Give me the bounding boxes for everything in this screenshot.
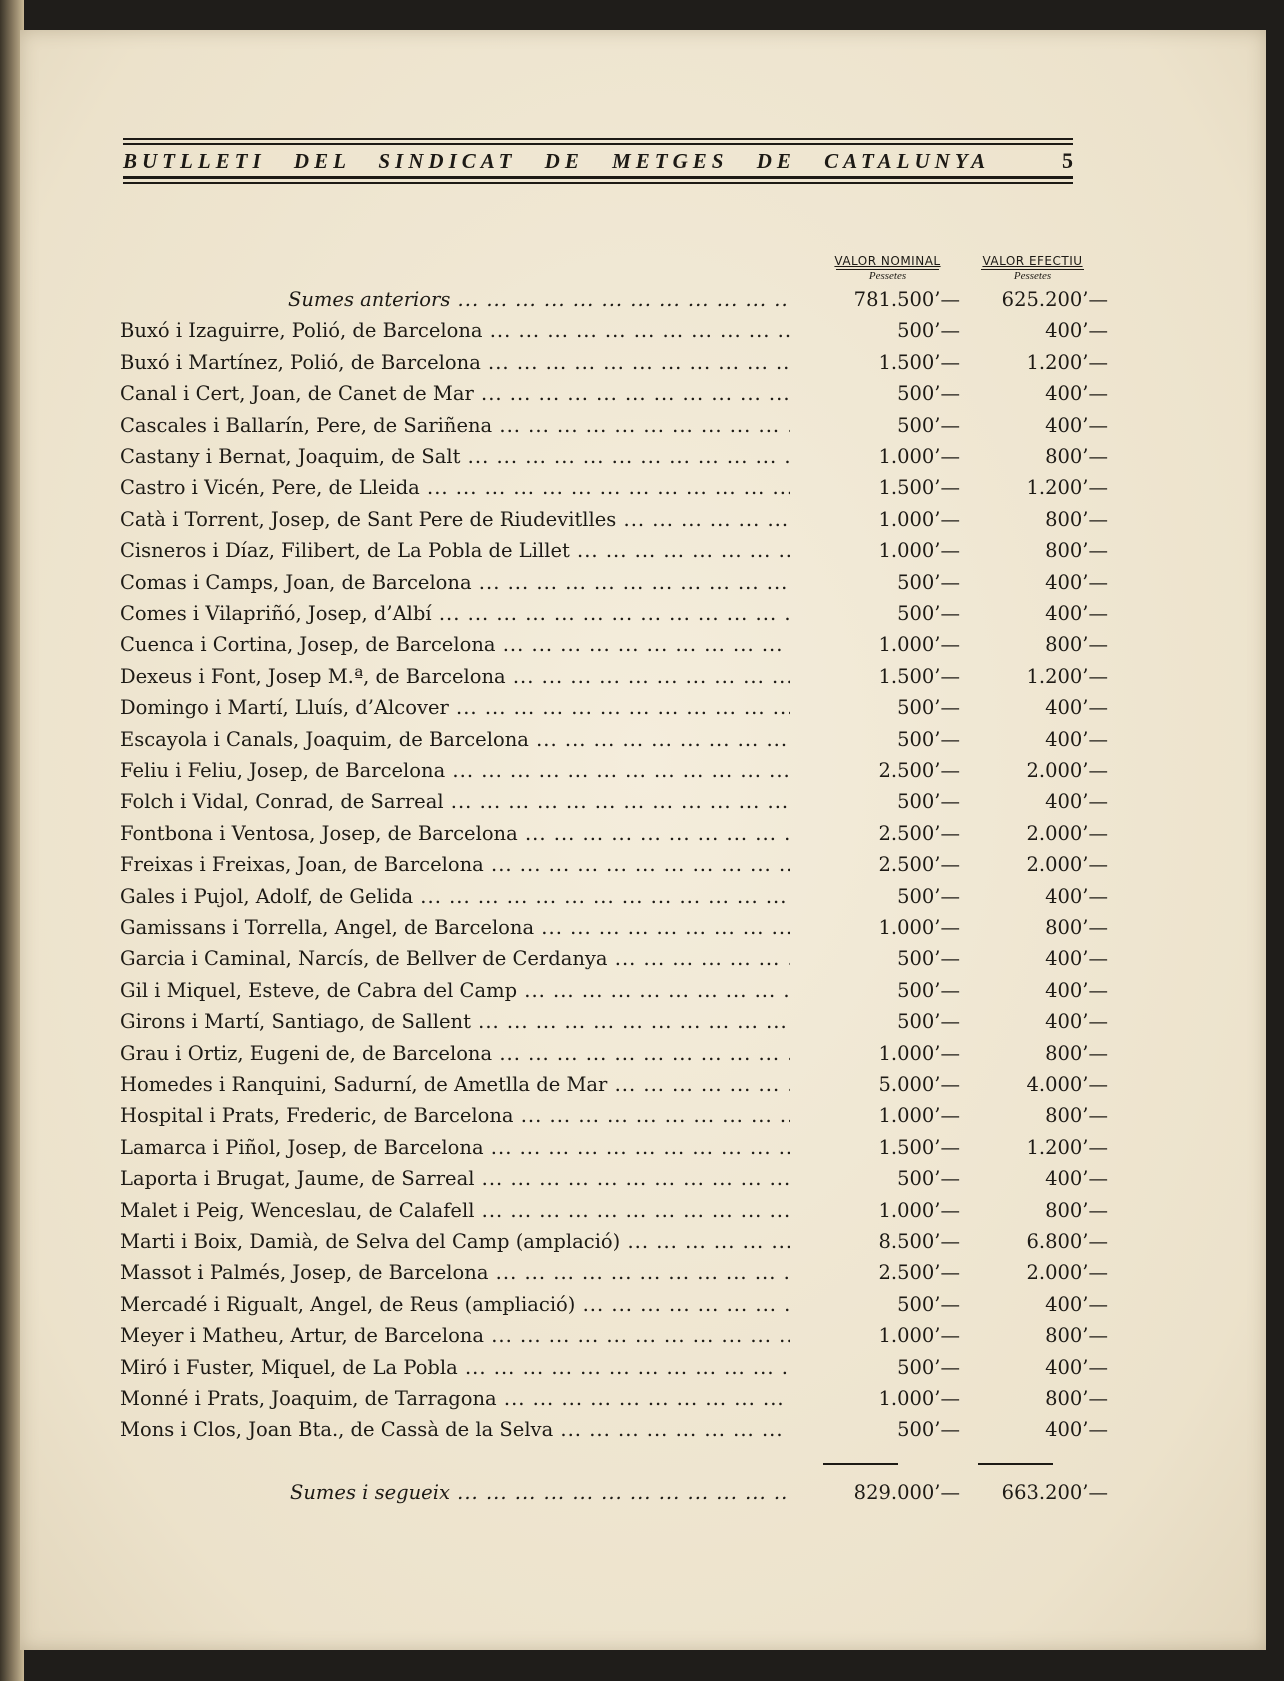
efectiu-value: 400’— <box>1045 1010 1108 1033</box>
table-row <box>120 665 1110 696</box>
subscriber-name: Castany i Bernat, Joaquim, de Salt ... . <box>120 445 790 468</box>
efectiu-value: 2.000’— <box>1026 759 1108 782</box>
table-row <box>120 916 1110 947</box>
nominal-value: 1.000’— <box>878 1104 960 1127</box>
nominal-value: 8.500’— <box>878 1230 960 1253</box>
nominal-value: 2.500’— <box>878 759 960 782</box>
efectiu-value: 400’— <box>1045 885 1108 908</box>
subscriber-name: Gamissans i Torrella, Angel, de Barcelona ... . <box>120 916 790 939</box>
nominal-value: 1.000’— <box>878 1199 960 1222</box>
subscriber-name: Fontbona i Ventosa, Josep, de Barcelona ... . <box>120 822 790 845</box>
efectiu-value: 400’— <box>1045 602 1108 625</box>
subscriber-name: Laporta i Brugat, Jaume, de Sarreal ... . <box>120 1167 790 1190</box>
nominal-value: 500’— <box>897 885 960 908</box>
nominal-value: 1.000’— <box>878 916 960 939</box>
sum-rule-efectiu <box>978 1463 1053 1465</box>
subscriber-name: Folch i Vidal, Conrad, de Sarreal ... . <box>120 790 790 813</box>
table-row <box>120 382 1110 413</box>
nominal-value: 500’— <box>897 1167 960 1190</box>
efectiu-value: 400’— <box>1045 728 1108 751</box>
subscriber-name: Catà i Torrent, Josep, de Sant Pere de Riudevitlles ... . <box>120 508 790 531</box>
efectiu-value: 2.000’— <box>1026 1261 1108 1284</box>
efectiu-value: 400’— <box>1045 979 1108 1002</box>
efectiu-value: 800’— <box>1045 1324 1108 1347</box>
table-row <box>120 1073 1110 1104</box>
table-row <box>120 947 1110 978</box>
subscriber-name: Girons i Martí, Santiago, de Sallent ... . <box>120 1010 790 1033</box>
table-row <box>120 1104 1110 1135</box>
efectiu-value: 400’— <box>1045 319 1108 342</box>
nominal-value: 2.500’— <box>878 1261 960 1284</box>
efectiu-value: 4.000’— <box>1026 1073 1108 1096</box>
table-row <box>120 508 1110 539</box>
efectiu-value: 400’— <box>1045 1356 1108 1379</box>
subscriber-name: Cascales i Ballarín, Pere, de Sariñena ... . <box>120 414 790 437</box>
table-row <box>120 571 1110 602</box>
subscriber-name: Comes i Vilapriñó, Josep, d’Albí ... . <box>120 602 790 625</box>
nominal-value: 500’— <box>897 414 960 437</box>
table-row <box>120 1042 1110 1073</box>
efectiu-value: 800’— <box>1045 1199 1108 1222</box>
table-row <box>120 885 1110 916</box>
efectiu-value: 400’— <box>1045 1293 1108 1316</box>
subscriber-name: Buxó i Izaguirre, Polió, de Barcelona ... . <box>120 319 790 342</box>
subscriber-name: Mons i Clos, Joan Bta., de Cassà de la Selva ... . <box>120 1418 790 1441</box>
nominal-value: 1.000’— <box>878 1324 960 1347</box>
efectiu-value: 400’— <box>1045 790 1108 813</box>
efectiu-value: 800’— <box>1045 508 1108 531</box>
subscriber-name: Monné i Prats, Joaquim, de Tarragona ... . <box>120 1387 790 1410</box>
nominal-value: 1.500’— <box>878 476 960 499</box>
opening-sum-label: Sumes anteriors ... . <box>288 288 790 311</box>
subscriber-name: Gales i Pujol, Adolf, de Gelida ... . <box>120 885 790 908</box>
opening-sum-efectiu: 625.200’— <box>1001 288 1108 311</box>
efectiu-value: 1.200’— <box>1026 351 1108 374</box>
subscriber-name: Feliu i Feliu, Josep, de Barcelona ... . <box>120 759 790 782</box>
table-row <box>120 696 1110 727</box>
header-rule <box>123 176 1073 179</box>
efectiu-value: 800’— <box>1045 1042 1108 1065</box>
header-rule <box>123 138 1073 140</box>
document-page <box>20 30 1266 1650</box>
nominal-value: 1.500’— <box>878 351 960 374</box>
nominal-value: 500’— <box>897 1010 960 1033</box>
nominal-value: 1.000’— <box>878 508 960 531</box>
nominal-value: 500’— <box>897 319 960 342</box>
efectiu-value: 800’— <box>1045 445 1108 468</box>
header-rule <box>123 182 1073 184</box>
efectiu-value: 1.200’— <box>1026 1136 1108 1159</box>
table-row <box>120 445 1110 476</box>
table-row <box>120 602 1110 633</box>
table-row <box>120 633 1110 664</box>
subscriber-name: Cuenca i Cortina, Josep, de Barcelona ... . <box>120 633 790 656</box>
nominal-value: 500’— <box>897 382 960 405</box>
subscriber-name: Castro i Vicén, Pere, de Lleida ... . <box>120 476 790 499</box>
nominal-value: 1.000’— <box>878 1387 960 1410</box>
table-row <box>120 1261 1110 1292</box>
table-row <box>120 1324 1110 1355</box>
subscriber-name: Cisneros i Díaz, Filibert, de La Pobla de Lillet ... . <box>120 539 790 562</box>
nominal-value: 500’— <box>897 571 960 594</box>
table-row <box>120 853 1110 884</box>
nominal-value: 500’— <box>897 947 960 970</box>
subscriber-name: Domingo i Martí, Lluís, d’Alcover ... . <box>120 696 790 719</box>
closing-sum-row <box>120 1481 1110 1512</box>
nominal-value: 2.500’— <box>878 853 960 876</box>
subscriber-name: Gil i Miquel, Esteve, de Cabra del Camp ... . <box>120 979 790 1002</box>
subscriber-name: Homedes i Ranquini, Sadurní, de Ametlla de Mar ... . <box>120 1073 790 1096</box>
table-row <box>120 1387 1110 1418</box>
subscriber-name: Lamarca i Piñol, Josep, de Barcelona ... . <box>120 1136 790 1159</box>
efectiu-value: 800’— <box>1045 1104 1108 1127</box>
nominal-value: 500’— <box>897 602 960 625</box>
nominal-value: 2.500’— <box>878 822 960 845</box>
opening-sum-nominal: 781.500’— <box>853 288 960 311</box>
subscriber-name: Marti i Boix, Damià, de Selva del Camp (amplació) ... . <box>120 1230 790 1253</box>
subscriber-name: Escayola i Canals, Joaquim, de Barcelona ... . <box>120 728 790 751</box>
efectiu-value: 800’— <box>1045 916 1108 939</box>
subscriber-name: Freixas i Freixas, Joan, de Barcelona ... . <box>120 853 790 876</box>
journal-title: BUTLLETI DEL SINDICAT DE METGES DE CATALUNYA <box>123 148 991 173</box>
table-row <box>120 1418 1110 1449</box>
nominal-value: 500’— <box>897 728 960 751</box>
subscriber-name: Massot i Palmés, Josep, de Barcelona ... . <box>120 1261 790 1284</box>
column-header-nominal: VALOR NOMINAL Pessetes <box>834 254 941 282</box>
table-row <box>120 822 1110 853</box>
subscriber-name: Garcia i Caminal, Narcís, de Bellver de Cerdanya ... . <box>120 947 790 970</box>
table-row <box>120 1136 1110 1167</box>
column-header-efectiu: VALOR EFECTIU Pessetes <box>982 254 1083 282</box>
nominal-value: 500’— <box>897 979 960 1002</box>
closing-sum-efectiu: 663.200’— <box>1001 1481 1108 1504</box>
efectiu-value: 400’— <box>1045 1418 1108 1441</box>
subscriber-name: Mercadé i Rigualt, Angel, de Reus (ampliació) ... . <box>120 1293 790 1316</box>
table-row <box>120 790 1110 821</box>
table-row <box>120 759 1110 790</box>
efectiu-value: 2.000’— <box>1026 853 1108 876</box>
nominal-value: 1.000’— <box>878 1042 960 1065</box>
nominal-value: 1.000’— <box>878 539 960 562</box>
subscriber-name: Hospital i Prats, Frederic, de Barcelona ... . <box>120 1104 790 1127</box>
efectiu-value: 400’— <box>1045 414 1108 437</box>
efectiu-value: 400’— <box>1045 947 1108 970</box>
efectiu-value: 800’— <box>1045 633 1108 656</box>
opening-sum-row <box>120 288 1110 319</box>
nominal-value: 1.500’— <box>878 665 960 688</box>
nominal-value: 1.000’— <box>878 633 960 656</box>
table-row <box>120 414 1110 445</box>
closing-sum-nominal: 829.000’— <box>853 1481 960 1504</box>
header-rule <box>123 143 1073 145</box>
efectiu-value: 6.800’— <box>1026 1230 1108 1253</box>
subscriber-name: Malet i Peig, Wenceslau, de Calafell ... . <box>120 1199 790 1222</box>
efectiu-value: 400’— <box>1045 382 1108 405</box>
page-number: 5 <box>1062 148 1073 173</box>
subscriber-name: Meyer i Matheu, Artur, de Barcelona ... . <box>120 1324 790 1347</box>
subscriber-name: Buxó i Martínez, Polió, de Barcelona ... . <box>120 351 790 374</box>
table-row <box>120 1293 1110 1324</box>
nominal-value: 5.000’— <box>878 1073 960 1096</box>
nominal-value: 500’— <box>897 790 960 813</box>
table-row <box>120 319 1110 350</box>
table-row <box>120 351 1110 382</box>
table-row <box>120 728 1110 759</box>
efectiu-value: 1.200’— <box>1026 476 1108 499</box>
subscriber-name: Grau i Ortiz, Eugeni de, de Barcelona ... . <box>120 1042 790 1065</box>
efectiu-value: 2.000’— <box>1026 822 1108 845</box>
nominal-value: 500’— <box>897 1293 960 1316</box>
efectiu-value: 800’— <box>1045 539 1108 562</box>
nominal-value: 500’— <box>897 1418 960 1441</box>
subscriber-name: Miró i Fuster, Miquel, de La Pobla ... . <box>120 1356 790 1379</box>
running-header <box>123 138 1073 184</box>
efectiu-value: 800’— <box>1045 1387 1108 1410</box>
closing-sum-label: Sumes i segueix ... . <box>290 1481 790 1504</box>
table-row <box>120 539 1110 570</box>
table-row <box>120 1230 1110 1261</box>
efectiu-value: 400’— <box>1045 1167 1108 1190</box>
efectiu-value: 400’— <box>1045 571 1108 594</box>
nominal-value: 500’— <box>897 696 960 719</box>
nominal-value: 1.500’— <box>878 1136 960 1159</box>
table-row <box>120 1356 1110 1387</box>
table-row <box>120 1199 1110 1230</box>
subscriber-name: Comas i Camps, Joan, de Barcelona ... . <box>120 571 790 594</box>
sum-rule-nominal <box>823 1463 898 1465</box>
subscriber-name: Canal i Cert, Joan, de Canet de Mar ... . <box>120 382 790 405</box>
subscriber-name: Dexeus i Font, Josep M.ª, de Barcelona ... . <box>120 665 790 688</box>
table-row <box>120 476 1110 507</box>
efectiu-value: 400’— <box>1045 696 1108 719</box>
nominal-value: 500’— <box>897 1356 960 1379</box>
table-row <box>120 1010 1110 1041</box>
efectiu-value: 1.200’— <box>1026 665 1108 688</box>
table-row <box>120 979 1110 1010</box>
table-row <box>120 1167 1110 1198</box>
nominal-value: 1.000’— <box>878 445 960 468</box>
